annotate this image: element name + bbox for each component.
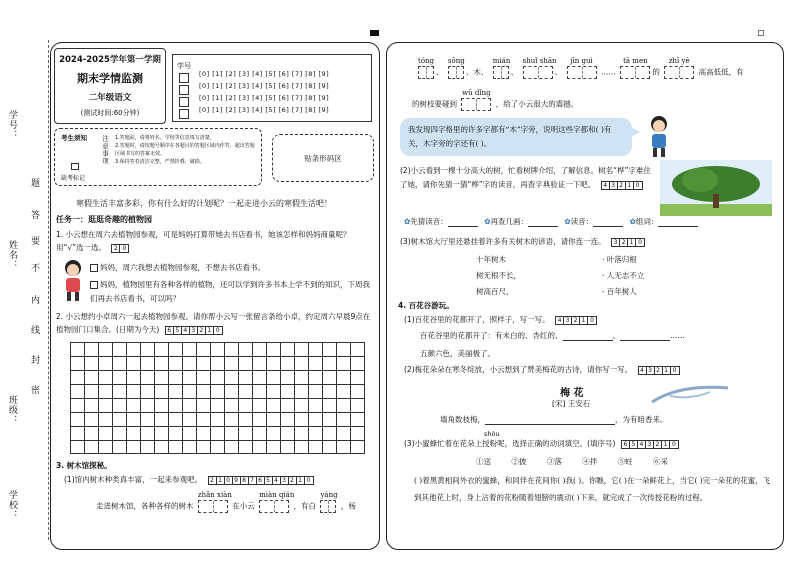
score-cell[interactable]: 7 bbox=[249, 477, 257, 484]
title-block bbox=[54, 48, 166, 124]
score-box-r-q4-1 bbox=[555, 316, 597, 325]
r-q4-1 bbox=[404, 314, 597, 325]
score-cell[interactable]: 1 bbox=[663, 367, 671, 374]
score-cell[interactable]: 0 bbox=[635, 181, 640, 189]
verb-option: ③落 bbox=[546, 457, 562, 466]
q3-text-b: 在小云 bbox=[232, 501, 255, 511]
score-cell[interactable]: 9 bbox=[233, 477, 241, 484]
r-q4-2-text: (2)梅花朵朵在寒冬绽放，小云想到了赞美梅花的古诗，请你写一写。 bbox=[404, 365, 633, 374]
verb-options bbox=[476, 456, 668, 467]
pinyin-box[interactable] bbox=[461, 98, 491, 111]
score-cell[interactable]: 2 bbox=[655, 367, 663, 374]
pinyin-box[interactable] bbox=[448, 66, 464, 79]
pinyin: zhǎn xiàn bbox=[197, 491, 232, 499]
proverb-item[interactable]: · 叶落归根 bbox=[602, 255, 637, 264]
id-digit-row[interactable]: [0] [1] [2] [3] [4] [5] [6] [7] [8] [9] bbox=[199, 94, 330, 102]
notice-line: 1.答题前，请将姓名、学校等信息填写清楚。 bbox=[115, 135, 215, 141]
score-cell[interactable]: 0 bbox=[122, 244, 127, 252]
score-cell[interactable]: 1 bbox=[662, 441, 670, 448]
notice-label: 注意事项 bbox=[101, 135, 109, 165]
score-cell[interactable]: 2 bbox=[289, 477, 297, 484]
pinyin: miàn qián bbox=[259, 491, 295, 499]
proverb-item[interactable]: · 百年树人 bbox=[602, 287, 637, 296]
q3-sub1 bbox=[64, 474, 314, 485]
pinyin-box[interactable] bbox=[664, 66, 694, 79]
notice-lines bbox=[115, 134, 257, 166]
score-cell[interactable]: 3 bbox=[281, 477, 289, 484]
score-cell[interactable]: 4 bbox=[639, 367, 647, 374]
girl-illustration-2 bbox=[644, 114, 674, 158]
pinyin-box[interactable] bbox=[567, 66, 597, 79]
score-cell[interactable]: 5 bbox=[630, 441, 638, 448]
score-cell[interactable]: 1 bbox=[626, 182, 634, 189]
answer-line[interactable] bbox=[593, 217, 623, 227]
score-cell[interactable]: 3 bbox=[647, 367, 655, 374]
answer-line[interactable] bbox=[448, 217, 478, 227]
pinyin-box[interactable] bbox=[259, 500, 289, 513]
verb-option: ⑥采 bbox=[652, 457, 668, 466]
answer-line[interactable] bbox=[658, 217, 698, 227]
poem-author: [宋] 王安石 bbox=[552, 399, 591, 408]
seal-char: 线 bbox=[29, 325, 39, 335]
top-line2: 的树枝要碰到 bbox=[412, 99, 457, 109]
checkbox[interactable] bbox=[90, 264, 98, 272]
score-cell[interactable]: 3 bbox=[190, 327, 198, 334]
seal-char: 密 bbox=[29, 385, 39, 395]
margin-dash-line bbox=[48, 40, 49, 540]
score-box-r-q4-3 bbox=[621, 440, 679, 449]
q3-text-a: 走进树木馆，各种各样的树木 bbox=[96, 501, 194, 511]
r-q2-text bbox=[400, 164, 656, 192]
ellipsis: …… bbox=[600, 67, 616, 77]
speech-bubble bbox=[400, 118, 632, 156]
notice-line: 3.保持答卷清洁完整，严禁折叠、破损。 bbox=[115, 159, 205, 165]
class-label: 班级： bbox=[7, 395, 17, 425]
option-2-text: 妈妈，植物园里有各种各样的植物，还可以学到许多书本上学不到的知识，下周我们再去书店看书，可以吗？ bbox=[90, 280, 370, 303]
q3-text-d: ，杨 bbox=[340, 501, 356, 511]
year-term: 2024-2025学年第一学期 bbox=[59, 55, 161, 65]
score-cell[interactable]: 6 bbox=[166, 327, 174, 334]
answer-line[interactable] bbox=[485, 415, 615, 425]
score-cell[interactable]: 0 bbox=[306, 476, 311, 484]
exam-time: (测试时间:60分钟) bbox=[80, 109, 140, 117]
score-cell[interactable]: 3 bbox=[646, 441, 654, 448]
r-q4-3 bbox=[404, 438, 679, 449]
pinyin: sōng bbox=[447, 57, 465, 65]
answer-line[interactable] bbox=[528, 217, 558, 227]
r-q4-2 bbox=[404, 364, 680, 375]
field-label: 再查几画： bbox=[490, 217, 528, 226]
id-label: 学号 bbox=[177, 62, 191, 70]
proverb-item[interactable]: 树无根不长， bbox=[476, 271, 521, 280]
id-boxes bbox=[179, 73, 193, 121]
girl-illustration bbox=[60, 258, 86, 302]
score-cell[interactable]: 2 bbox=[209, 477, 217, 484]
field-label: 先猜读音： bbox=[410, 217, 448, 226]
pinyin-box[interactable] bbox=[523, 66, 553, 79]
score-cell[interactable]: 3 bbox=[564, 317, 572, 324]
pinyin-box[interactable] bbox=[493, 66, 509, 79]
q1-option-1[interactable] bbox=[90, 262, 374, 274]
pinyin: jīn guì bbox=[570, 57, 593, 65]
score-box-q1 bbox=[111, 244, 129, 253]
score-cell[interactable]: 2 bbox=[198, 327, 206, 334]
verb-option: ④拌 bbox=[582, 457, 598, 466]
right-top-line: tóng 、 sōng 、木、 mián 、 shuǐ shān 、 jīn guì …… tā men 的 zhī yè 高高低低，有 bbox=[416, 66, 744, 79]
score-box-r-q3 bbox=[611, 238, 645, 247]
q1-option-2[interactable] bbox=[90, 278, 374, 306]
r-q4-1-text: (1)百花谷里的花都开了，照样子，写一写。 bbox=[404, 315, 550, 324]
seal-char: 要 bbox=[29, 236, 39, 246]
score-cell[interactable]: 4 bbox=[273, 477, 281, 484]
id-digit-row[interactable]: [0] [1] [2] [3] [4] [5] [6] [7] [8] [9] bbox=[199, 82, 330, 90]
score-cell[interactable]: 0 bbox=[638, 238, 642, 246]
score-cell[interactable]: 8 bbox=[241, 477, 249, 484]
score-cell[interactable]: 3 bbox=[612, 239, 620, 246]
score-cell[interactable]: 1 bbox=[580, 317, 588, 324]
score-cell[interactable]: 4 bbox=[638, 441, 646, 448]
score-cell[interactable]: 5 bbox=[174, 327, 182, 334]
pinyin-box[interactable] bbox=[320, 500, 336, 513]
option-1-text: 妈妈，周六我想去植物园参观，不想去书店看书。 bbox=[100, 263, 265, 272]
q1-text bbox=[56, 228, 374, 254]
student-id-label: 学号： bbox=[7, 110, 17, 140]
absent-box[interactable] bbox=[71, 163, 79, 170]
score-box-q3-1 bbox=[208, 476, 314, 485]
score-cell[interactable]: 1 bbox=[628, 239, 636, 246]
id-digit-row[interactable]: [0] [1] [2] [3] [4] [5] [6] [7] [8] [9] bbox=[199, 106, 330, 114]
pinyin-box[interactable] bbox=[418, 66, 434, 79]
r-q4-3-pinyin: shòu bbox=[484, 430, 500, 438]
timing-mark bbox=[370, 30, 379, 36]
pinyin: wū dǐng bbox=[462, 89, 491, 97]
q2-text bbox=[56, 310, 374, 336]
score-cell[interactable]: 1 bbox=[217, 477, 225, 484]
verb-option: ①送 bbox=[476, 457, 491, 466]
school-label: 学校： bbox=[7, 490, 17, 520]
star-icon: ✿ bbox=[404, 217, 411, 226]
q3-fill-line bbox=[96, 491, 356, 513]
proverb-item[interactable]: 十年树木 bbox=[476, 255, 506, 264]
q3-title: 3. 树木馆探秘。 bbox=[56, 461, 112, 470]
notice-title: 考生须知 bbox=[61, 134, 87, 142]
score-cell[interactable]: 0 bbox=[671, 440, 676, 448]
r-q4-1-line: 百花谷里的花都开了：有未白的、杏红的、 bbox=[420, 331, 563, 340]
score-cell[interactable]: 2 bbox=[112, 245, 120, 252]
id-box[interactable] bbox=[179, 73, 189, 83]
verb-option: ②披 bbox=[511, 457, 527, 466]
pinyin: tóng bbox=[418, 57, 435, 65]
score-cell[interactable]: 2 bbox=[618, 182, 626, 189]
task1-title: 任务一：逛逛奇趣的植物园 bbox=[56, 215, 152, 224]
q1-prompt: 1. 小云想在周六去植物园参观，可是妈妈打算带她去书店看书，她该怎样和妈妈商量呢？用“√”选一选。 bbox=[56, 230, 351, 252]
r-q4-1-fill-2: 五颜六色，美丽极了。 bbox=[420, 349, 495, 358]
writing-grid[interactable] bbox=[70, 342, 365, 454]
name-label: 姓名： bbox=[7, 240, 17, 270]
pinyin: shuǐ shān bbox=[522, 57, 557, 65]
top-line2b: ，给了小云很大的震撼。 bbox=[495, 99, 579, 109]
plum-branch-image bbox=[650, 380, 730, 408]
seal-char: 题 bbox=[29, 178, 39, 188]
timing-mark bbox=[758, 30, 764, 36]
score-cell[interactable]: 4 bbox=[602, 182, 610, 189]
student-id-grid bbox=[172, 54, 372, 122]
pinyin: yáng bbox=[320, 491, 338, 499]
score-cell[interactable]: 0 bbox=[672, 366, 677, 374]
verb-option: ⑤蛀 bbox=[617, 457, 633, 466]
field-label: 读音： bbox=[570, 217, 594, 226]
score-box-r-q2 bbox=[601, 181, 643, 190]
poem-line-1: 墙角数枝梅， bbox=[440, 415, 485, 424]
score-cell[interactable]: 2 bbox=[654, 441, 662, 448]
answer-line[interactable] bbox=[620, 331, 670, 341]
barcode-area bbox=[272, 134, 374, 182]
top-text-2: 高高低低，有 bbox=[698, 67, 744, 77]
subject: 二年级语文 bbox=[88, 93, 132, 103]
id-digit-row[interactable]: [0] [1] [2] [3] [4] [5] [6] [7] [8] [9] bbox=[199, 70, 330, 78]
pinyin-box[interactable] bbox=[620, 66, 650, 79]
bee-paragraph: ( )着黑黄相间外衣的蜜蜂，和同伴在花间你( )我( )。你瞧，它( )在一朵鲜花上，当它( )完一朵花的花蜜，飞到其他花上时，身上沾着的花粉随着翅膀的震动( )下来，就完成了一次传授花粉的过程。 bbox=[414, 476, 771, 502]
score-cell[interactable]: 3 bbox=[610, 182, 618, 189]
r-q3-prompt: (3)树木馆大厅里还悬挂着许多有关树木的谚语，请你连一连。 bbox=[400, 237, 606, 246]
score-cell[interactable]: 0 bbox=[215, 326, 220, 334]
star-icon: ✿ bbox=[629, 217, 636, 226]
score-box-r-q4-2 bbox=[638, 366, 680, 375]
seal-char: 封 bbox=[29, 355, 39, 365]
seal-char: 不 bbox=[29, 263, 39, 273]
proverb-left bbox=[476, 252, 521, 300]
proverb-right bbox=[602, 252, 644, 300]
score-cell[interactable]: 5 bbox=[265, 477, 273, 484]
score-cell[interactable]: 0 bbox=[590, 316, 594, 324]
notice-line: 2.答题时，请按题号顺序在各题目的答题区域内作答，超出答题区域书写的答案无效。 bbox=[115, 143, 255, 157]
score-cell[interactable]: 6 bbox=[257, 477, 265, 484]
score-cell[interactable]: 4 bbox=[556, 317, 564, 324]
r-q4-1-fill: 百花谷里的花都开了：有未白的、杏红的、 、 …… bbox=[420, 331, 685, 340]
absent-label: 缺考标记 bbox=[61, 175, 86, 182]
q3-sub1-text: (1)馆内树木种类真丰富，一起来参观吧。 bbox=[64, 475, 203, 484]
field-label: 组词： bbox=[635, 217, 659, 226]
r-q3-text bbox=[400, 236, 645, 247]
score-cell[interactable]: 6 bbox=[622, 441, 630, 448]
r-q4-title: 4. 百花谷游玩。 bbox=[398, 301, 454, 310]
poem-title: 梅 花 bbox=[560, 388, 584, 399]
r-q2-prompt: (2)小云看到一棵十分高大的树，忙看树牌介绍，了解信息。树名“桦”字难住了她，请你先猜一猜“桦”字的读音，再查字典验证一下吧。 bbox=[400, 166, 651, 189]
id-box[interactable] bbox=[179, 85, 189, 95]
pinyin-box[interactable] bbox=[198, 500, 228, 513]
exam-title: 期末学情监测 bbox=[77, 72, 143, 85]
checkbox[interactable] bbox=[90, 281, 98, 289]
score-cell[interactable]: 1 bbox=[206, 327, 214, 334]
speech-bubble-tail bbox=[630, 126, 640, 138]
score-box-q2 bbox=[165, 326, 223, 335]
answer-line[interactable] bbox=[563, 331, 613, 341]
pinyin: mián bbox=[492, 57, 511, 65]
score-cell[interactable]: 0 bbox=[225, 477, 233, 484]
barcode-label: 贴条形码区 bbox=[304, 153, 342, 163]
score-cell[interactable]: 2 bbox=[620, 239, 628, 246]
q3-text-c: ，有白 bbox=[293, 501, 317, 511]
seal-char: 答 bbox=[29, 210, 39, 220]
star-icon: ✿ bbox=[484, 217, 491, 226]
score-cell[interactable]: 1 bbox=[297, 477, 305, 484]
intro-text: 寒假生活丰富多彩，你有什么好的计划呢？一起走进小云的寒假生活吧！ bbox=[76, 199, 332, 208]
id-box[interactable] bbox=[179, 97, 189, 107]
pinyin: tā men bbox=[623, 57, 648, 65]
notice-box bbox=[54, 128, 262, 186]
proverb-item[interactable]: · 人无志不立 bbox=[602, 271, 645, 280]
seal-char: 内 bbox=[29, 295, 39, 305]
poem-lines bbox=[440, 414, 668, 425]
star-icon: ✿ bbox=[564, 217, 571, 226]
score-cell[interactable]: 2 bbox=[572, 317, 580, 324]
proverb-item[interactable]: 树高百尺， bbox=[476, 287, 514, 296]
id-box[interactable] bbox=[179, 109, 189, 119]
poem-line-2: ，为有暗香来。 bbox=[615, 415, 668, 424]
right-top-line-2 bbox=[412, 89, 579, 111]
q2-prompt: 2. 小云想约小卓周六一起去植物园参观。请你帮小云写一张留言条给小卓，约定周六早晨9点在植物园门口集合。(日期为今天) bbox=[56, 312, 371, 334]
score-cell[interactable]: 4 bbox=[182, 327, 190, 334]
r-q4-3-text: (3)小蜜蜂忙着在花朵上授粉呢，选择正确的动词填空。(填序号) bbox=[404, 439, 616, 448]
speech-text: 我发现四字格里的许多字都有“木”字旁，说明这些字都和( )有关，木字旁的字还有( )。 bbox=[408, 125, 612, 148]
pinyin: zhī yè bbox=[668, 57, 690, 65]
r-q2-fields bbox=[404, 216, 698, 227]
tree-image bbox=[660, 160, 772, 216]
